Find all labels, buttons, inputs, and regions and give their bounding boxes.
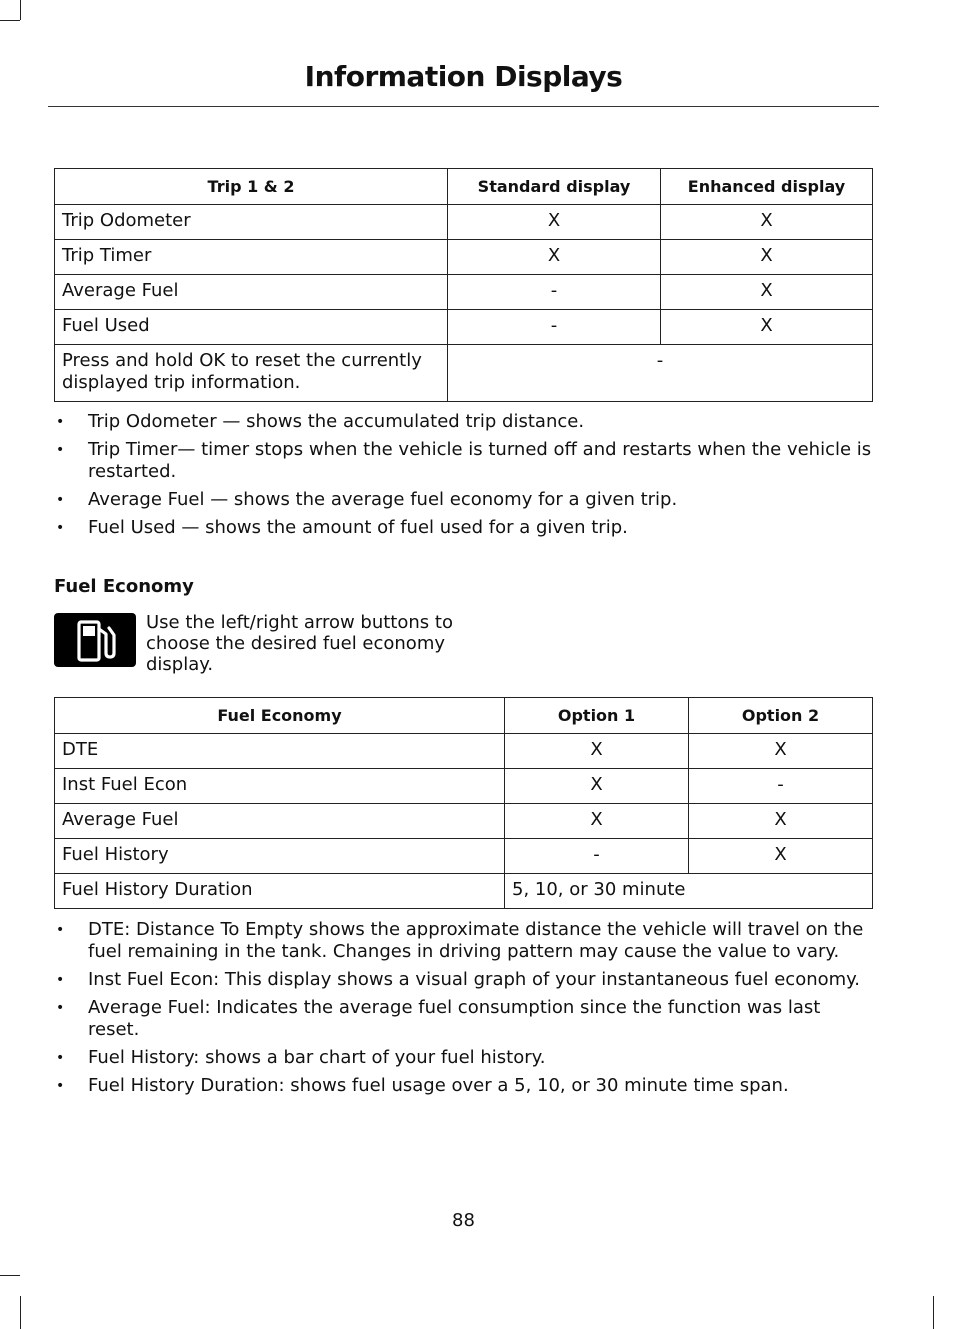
row-label: Trip Odometer bbox=[55, 205, 448, 240]
bullet-marker: • bbox=[56, 442, 65, 458]
list-item: • Fuel History Duration: shows fuel usage over a 5, 10, or 30 minute time span. bbox=[56, 1075, 789, 1096]
column-header: Enhanced display bbox=[661, 169, 873, 205]
table-row bbox=[55, 734, 873, 769]
list-item: • Average Fuel — shows the average fuel economy for a given trip. bbox=[56, 489, 678, 510]
table-cell: X bbox=[689, 839, 873, 874]
list-item: • DTE: Distance To Empty shows the approximate distance the vehicle will travel on the fuel remaining in the tank. Changes in driving pattern may cause the value to vary. bbox=[56, 919, 864, 962]
row-label: Fuel History bbox=[55, 839, 505, 874]
row-label: Average Fuel bbox=[55, 804, 505, 839]
table-cell: X bbox=[689, 734, 873, 769]
table-row bbox=[55, 874, 873, 909]
column-header: Option 2 bbox=[689, 698, 873, 734]
crop-mark-top-left-vertical bbox=[20, 0, 21, 20]
section-heading: Fuel Economy bbox=[54, 576, 194, 597]
fuel-bullet-list bbox=[54, 919, 874, 1103]
table-cell: X bbox=[661, 310, 873, 345]
column-header: Trip 1 & 2 bbox=[55, 169, 448, 205]
column-header: Standard display bbox=[448, 169, 661, 205]
table-cell: - bbox=[505, 839, 689, 874]
trip-display-table bbox=[54, 168, 873, 402]
table-row bbox=[55, 769, 873, 804]
bullet-marker: • bbox=[56, 1078, 65, 1094]
bullet-marker: • bbox=[56, 492, 65, 508]
crop-mark-bottom-right-vertical bbox=[933, 1296, 934, 1329]
table-row bbox=[55, 804, 873, 839]
table-row bbox=[55, 345, 873, 402]
page-number: 88 bbox=[452, 1210, 475, 1231]
list-item: • Fuel History: shows a bar chart of your fuel history. bbox=[56, 1047, 546, 1068]
table-cell: - bbox=[689, 769, 873, 804]
table-cell: X bbox=[661, 240, 873, 275]
list-item: • Fuel Used — shows the amount of fuel used for a given trip. bbox=[56, 517, 628, 538]
list-item: • Inst Fuel Econ: This display shows a visual graph of your instantaneous fuel economy. bbox=[56, 969, 860, 990]
page-title: Information Displays bbox=[304, 60, 623, 93]
table-row bbox=[55, 275, 873, 310]
table-cell: X bbox=[689, 804, 873, 839]
row-label: Average Fuel bbox=[55, 275, 448, 310]
fuel-pump-icon bbox=[54, 613, 136, 667]
list-item: • Trip Timer— timer stops when the vehicle is turned off and restarts when the vehicle is restarted. bbox=[56, 439, 872, 482]
crop-mark-bottom-left-horizontal bbox=[0, 1275, 20, 1276]
table-cell: X bbox=[505, 769, 689, 804]
table-cell: X bbox=[448, 205, 661, 240]
row-label: Press and hold OK to reset the currently displayed trip information. bbox=[55, 345, 448, 402]
bullet-marker: • bbox=[56, 520, 65, 536]
list-item: • Trip Odometer — shows the accumulated trip distance. bbox=[56, 411, 585, 432]
table-row bbox=[55, 310, 873, 345]
row-label: Fuel History Duration bbox=[55, 874, 505, 909]
bullet-marker: • bbox=[56, 922, 65, 938]
column-header: Option 1 bbox=[505, 698, 689, 734]
crop-mark-top-left-horizontal bbox=[0, 20, 20, 21]
table-cell: X bbox=[505, 804, 689, 839]
bullet-marker: • bbox=[56, 414, 65, 430]
crop-mark-bottom-left-vertical bbox=[20, 1296, 21, 1329]
table-cell: - bbox=[448, 310, 661, 345]
table-row bbox=[55, 240, 873, 275]
trip-bullet-list bbox=[54, 411, 874, 545]
fuel-instruction-text: Use the left/right arrow buttons to choose the desired fuel economy display. bbox=[146, 612, 453, 675]
table-cell: X bbox=[448, 240, 661, 275]
bullet-marker: • bbox=[56, 972, 65, 988]
list-item: • Average Fuel: Indicates the average fuel consumption since the function was last reset. bbox=[56, 997, 821, 1040]
table-row bbox=[55, 839, 873, 874]
fuel-economy-table bbox=[54, 697, 873, 909]
row-label: DTE bbox=[55, 734, 505, 769]
table-header-row bbox=[55, 169, 873, 205]
table-cell: 5, 10, or 30 minute bbox=[505, 874, 873, 909]
bullet-marker: • bbox=[56, 1050, 65, 1066]
row-label: Fuel Used bbox=[55, 310, 448, 345]
table-header-row bbox=[55, 698, 873, 734]
table-cell: X bbox=[661, 275, 873, 310]
table-cell: X bbox=[661, 205, 873, 240]
header-divider bbox=[48, 106, 879, 107]
table-row bbox=[55, 205, 873, 240]
column-header: Fuel Economy bbox=[55, 698, 505, 734]
table-cell: - bbox=[448, 345, 873, 402]
bullet-marker: • bbox=[56, 1000, 65, 1016]
table-cell: X bbox=[505, 734, 689, 769]
table-cell: - bbox=[448, 275, 661, 310]
row-label: Inst Fuel Econ bbox=[55, 769, 505, 804]
row-label: Trip Timer bbox=[55, 240, 448, 275]
